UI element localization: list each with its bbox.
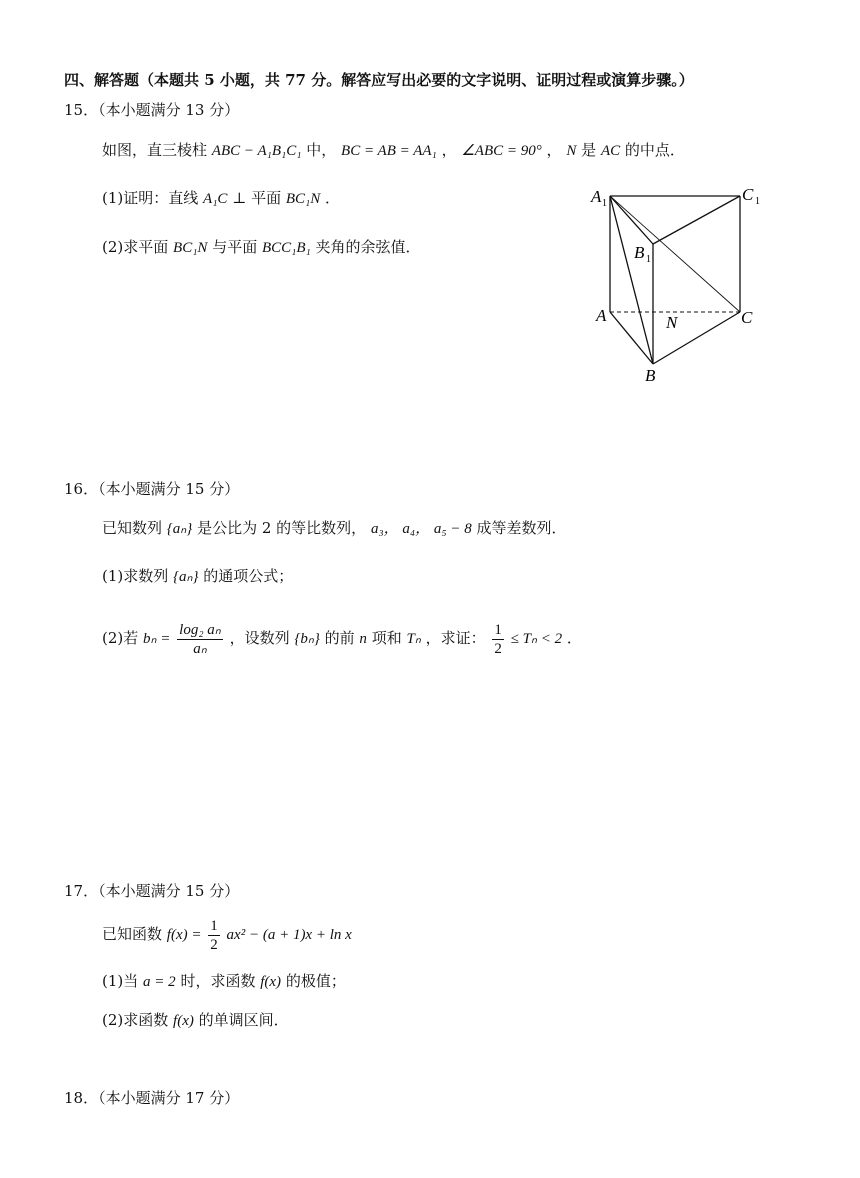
q15-part1-perp: ⊥ 平面 <box>232 189 282 207</box>
q17-part2-prefix: (2)求函数 <box>102 1011 169 1029</box>
q15-stem-prefix: 如图，直三棱柱 <box>102 141 208 159</box>
label-n: N <box>666 313 678 332</box>
q17-part1-end: 的极值； <box>285 972 346 990</box>
q17-part2-f: f(x) <box>173 1013 194 1029</box>
q15-prism: ABC − A₁B₁C₁ <box>211 143 302 159</box>
q16-part1-seq: {aₙ} <box>173 569 199 585</box>
q15-part1-end: ． <box>325 189 341 207</box>
q15-part2 <box>102 237 421 258</box>
q17-rest: ax² − (a + 1)x + ln x <box>226 927 352 943</box>
q16-part2-end: ． <box>566 629 582 647</box>
q16-part2 <box>102 616 582 661</box>
q17-stem-prefix: 已知函数 <box>102 925 163 943</box>
q17-part1-f: f(x) <box>260 974 282 990</box>
label-a1-sub: 1 <box>602 198 607 209</box>
q15-part1-plane: BC₁N <box>285 191 321 207</box>
q15-cond3-ac: AC <box>600 143 621 159</box>
q15-sep1: ， <box>441 141 457 159</box>
label-b1-sub: 1 <box>646 254 651 265</box>
q16-stem1: 已知数列 <box>102 519 163 537</box>
prism-figure <box>585 178 765 388</box>
q15-number-score: 15．（本小题满分 13 分） <box>64 101 240 119</box>
q16-terms: a₃， a₄， a₅ − 8 <box>370 521 472 537</box>
q17-part1-prefix: (1)当 <box>102 972 139 990</box>
q15-part2-plane2: BCC₁B₁ <box>262 240 311 256</box>
q16-bn-fraction <box>177 621 223 658</box>
q15-part1-prefix: (1)证明：直线 <box>102 189 199 207</box>
label-a1: A <box>591 187 602 206</box>
q16-part1-end: 的通项公式； <box>203 567 294 585</box>
q16-half-denominator: 2 <box>494 640 502 657</box>
q16-part2-prefix: (2)若 <box>102 629 139 647</box>
q15-part2-mid: 与平面 <box>212 238 258 256</box>
q17-part2 <box>102 1010 289 1031</box>
q16-seq: {aₙ} <box>166 521 193 537</box>
q16-stem2: 是公比为 2 的等比数列， <box>197 519 367 537</box>
q15-cond3-end: 的中点． <box>624 141 685 159</box>
q15-sep2: ， <box>546 141 562 159</box>
q17-half-fraction <box>208 917 220 954</box>
q15-cond3-var: N <box>566 143 577 159</box>
q15-stem <box>102 140 685 161</box>
q16-half-numerator: 1 <box>494 621 502 638</box>
q16-half-fraction <box>492 621 504 658</box>
q17-part1-mid: 时，求函数 <box>180 972 256 990</box>
section-header: 四、解答题（本题共 5 小题，共 77 分。解答应写出必要的文字说明、证明过程或演算步骤。） <box>64 71 694 89</box>
q16-part2-ineq: ≤ Tₙ < 2 <box>510 631 563 647</box>
q16-part2-bn: bₙ = <box>143 631 171 647</box>
q15-part1-line: A₁C <box>203 191 228 207</box>
q16-part2-mid2: 的前 <box>324 629 355 647</box>
q15-part2-prefix: (2)求平面 <box>102 238 169 256</box>
q17-part1-cond: a = 2 <box>143 974 176 990</box>
q16-number-score: 16．（本小题满分 15 分） <box>64 480 240 498</box>
q15-cond3-text: 是 <box>581 141 597 159</box>
q16-part2-mid3: 项和 <box>371 629 402 647</box>
label-a: A <box>596 306 607 325</box>
q16-part2-t: Tₙ <box>406 631 421 647</box>
q16-part1-prefix: (1)求数列 <box>102 567 169 585</box>
label-b: B <box>645 366 656 385</box>
q18-number-score: 18．（本小题满分 17 分） <box>64 1089 240 1107</box>
q16-part2-mid1: ，设数列 <box>229 629 290 647</box>
q16-bn-denominator: aₙ <box>193 640 207 657</box>
q16-stem3: 成等差数列． <box>476 519 567 537</box>
q17-half-denominator: 2 <box>210 936 218 953</box>
q17-part2-end: 的单调区间． <box>198 1011 289 1029</box>
q16-part1 <box>102 566 293 587</box>
q17-fx: f(x) = <box>166 927 202 943</box>
q16-stem <box>102 518 567 539</box>
label-c1: C <box>742 185 754 204</box>
label-c1-sub: 1 <box>755 196 760 207</box>
q15-stem-mid: 中， <box>306 141 337 159</box>
q17-half-numerator: 1 <box>210 917 218 934</box>
q17-number-score: 17．（本小题满分 15 分） <box>64 882 240 900</box>
q17-part1 <box>102 971 346 992</box>
q15-cond1: BC = AB = AA₁ <box>341 143 437 159</box>
label-c: C <box>741 308 753 327</box>
q16-part2-n: n <box>359 631 367 647</box>
q16-part2-mid4: ，求证： <box>425 629 486 647</box>
label-b1: B <box>634 243 645 262</box>
q15-cond2: ∠ABC = 90° <box>461 143 542 159</box>
q16-bn-numerator: log₂ aₙ <box>179 621 221 638</box>
q15-part1 <box>102 188 340 209</box>
q16-part2-seq: {bₙ} <box>294 631 320 647</box>
q17-stem <box>102 912 352 957</box>
q15-part2-plane1: BC₁N <box>173 240 208 256</box>
q15-part2-end: 夹角的余弦值． <box>315 238 421 256</box>
